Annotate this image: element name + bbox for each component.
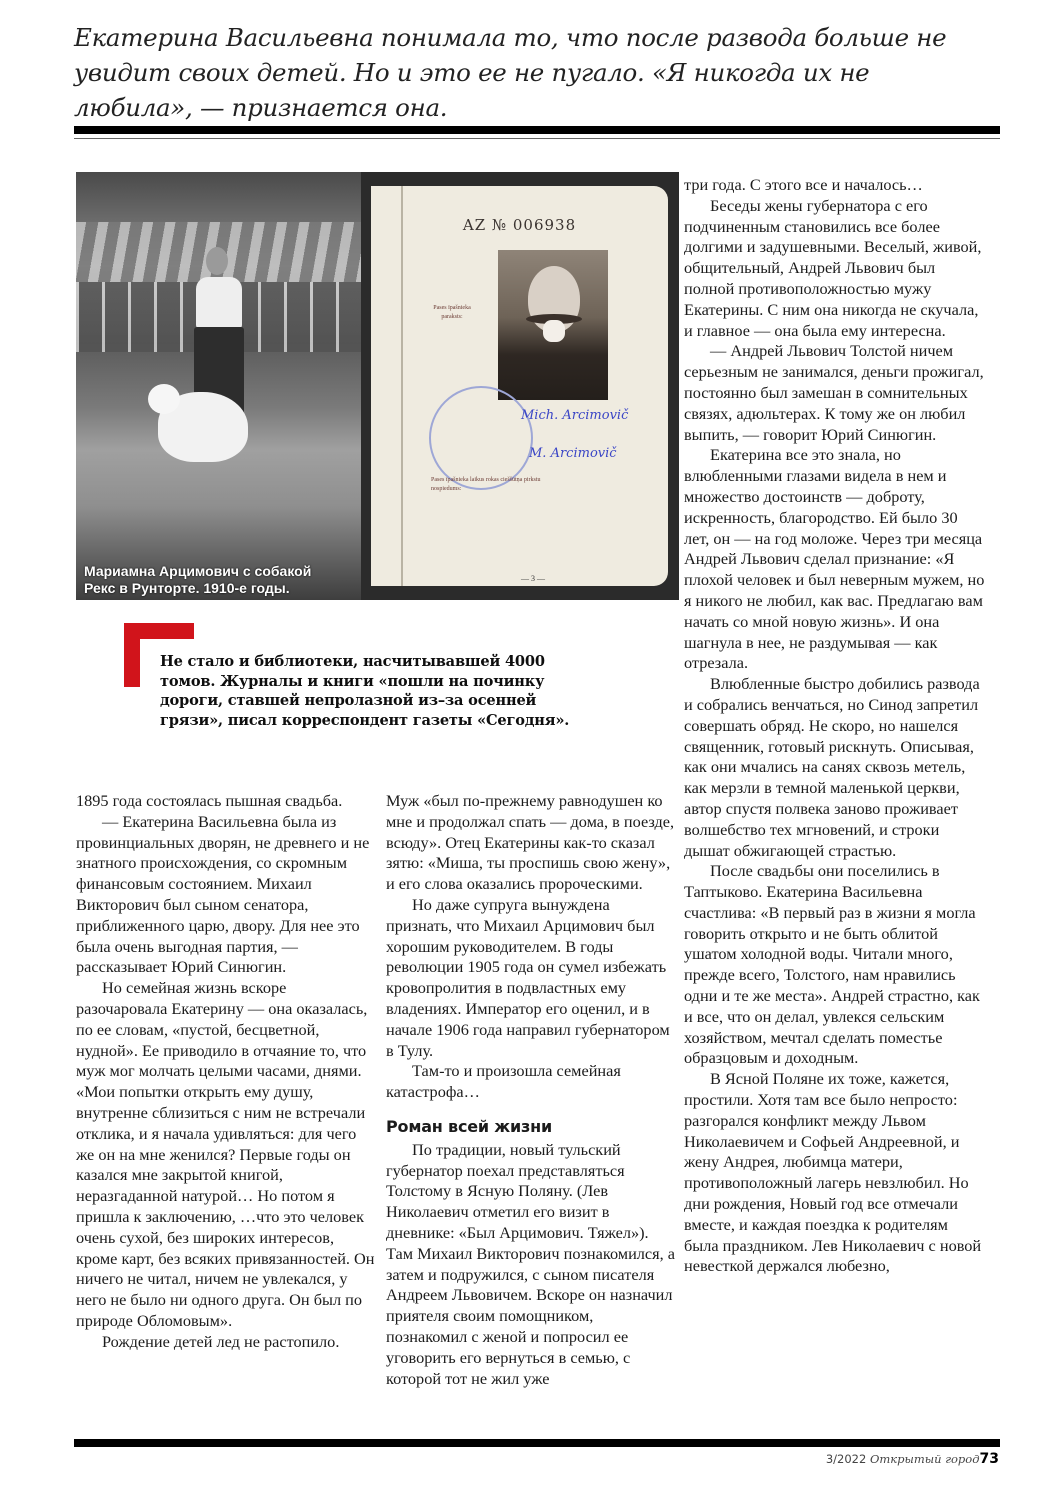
paragraph: Екатерина все это знала, но влюбленными глазами видела в нем и множество достоинств — доброту, искренность, благородство. Ей было 30 лет, он — на год моложе. Через три месяца Андрей Львович сделал признание: «Я плохой человек и был неверным мужем, но я никого не любил, как вас. Предлагаю вам начать со мной новую жизнь». И она шагнула в нее, не раздумывая — как отрезала. bbox=[684, 445, 985, 673]
page-footer bbox=[826, 1451, 999, 1467]
paragraph: три года. С этого все и началось… bbox=[684, 175, 923, 194]
paragraph: После свадьбы они поселились в Таптыково. Екатерина Васильевна счастлива: «В первый раз в жизни я могла говорить открыто и не быть облитой ушатом холодной воды. Читали много, прежде всего, Толстого, нам нравились одни и те же места». Андрей страстно, как и все, что он делал, увлекся сельским хозяйством, мечтал сделать поместье образцовым и доходным. bbox=[684, 861, 980, 1068]
photo-woman-with-dog bbox=[76, 172, 361, 600]
portrait-beard bbox=[543, 320, 565, 342]
paragraph: — Екатерина Васильевна была из провинциальных дворян, не древнего и не знатного происхождения, со скромным финансовым состоянием. Михаил Викторович был сыном сенатора, приближенного царю, двору. Для нее это была очень выгодная партия, — рассказывает Юрий Синюгин. bbox=[76, 811, 370, 977]
pull-quote-marker-top bbox=[124, 623, 194, 639]
dog-figure-head bbox=[148, 384, 180, 414]
paragraph: Там-то и произошла семейная катастрофа… bbox=[386, 1061, 621, 1102]
paragraph: Но семейная жизнь вскоре разочаровала Екатерину — она оказалась, по ее словам, «пустой, бесцветной, нудной». Ее приводило в отчаяние то, что муж мог молчать целыми часами, днями. «Мои попытки открыть ему душу, внутренне сблизиться с ним не встречали отклика, и я начала удивляться: для чего же он на мне женился? Первые годы он казался мне закрытой книгой, неразгаданной натурой… Но потом я пришла к заключению, …что это человек очень сухой, без широких интересов, кроме карт, без всяких привязанностей. Он ничего не читал, ничем не увлекался, у него не было ни одного друга. Он был по природе Обломовым». bbox=[76, 978, 375, 1330]
passport-portrait bbox=[498, 250, 608, 400]
passport-fold bbox=[401, 186, 403, 586]
paragraph: В Ясной Поляне их тоже, кажется, простили. Хотя там все было непросто: разгорался конфликт между Львом Николаевичем и Софьей Андреевной, и жену Андрея, любимца матери, противоположный лагерь невзлюбил. Но дни рождения, Новый год все отмечали вместе, и каждая поездка к родителям была праздником. Лев Николаевич с новой невесткой держался любезно, bbox=[684, 1069, 982, 1276]
paragraph: Но даже супруга вынуждена признать, что Михаил Арцимович был хорошим руководителем. В годы революции 1905 года он сумел избежать кровопролития в подвластных ему владениях. Император его оценил, и в начале 1906 года направил губернатором в Тулу. bbox=[386, 894, 670, 1060]
passport-page bbox=[371, 186, 668, 586]
paragraph: 1895 года состоялась пышная свадьба. bbox=[76, 791, 343, 810]
footer-page-number: 73 bbox=[979, 1451, 999, 1467]
woman-figure-blouse bbox=[196, 277, 242, 329]
photo-spread bbox=[76, 172, 679, 600]
paragraph: По традиции, новый тульский губернатор поехал представляться Толстому в Ясную Поляну. (Лев Николаевич отметил его визит в дневнике: «Был Арцимович. Тяжел»). Там Михаил Викторович познакомился, а затем и подружился, с сыном писателя Андреем Львовичем. Вскоре он назначил приятеля своим помощником, познакомил с женой и попросил ее уговорить его вернуться в семью, с которой тот не жил уже bbox=[386, 1139, 675, 1388]
passport-stamp bbox=[429, 386, 533, 490]
paragraph: Беседы жены губернатора с его подчиненным становились все более долгими и задушевными. Веселый, живой, общительный, Андрей Львович был полной противоположностью мужу Екатерины. С ним она никогда не скучала, и главное — она была ему интересна. bbox=[684, 195, 982, 340]
top-divider-thick bbox=[74, 126, 1000, 134]
paragraph: Влюбленные быстро добились развода и собрались венчаться, но Синод запретил совершать обряд. Не скоро, но нашелся священник, готовый рискнуть. Описывая, как они мчались на санях сквозь метель, как мерзли в темной маленькой церкви, автор спустя полвека заново проживает волшебство тех мгновений, и строки дышат обжигающей страстью. bbox=[684, 674, 980, 860]
paragraph: Рождение детей лед не растопило. bbox=[102, 1331, 340, 1351]
passport-label-signature: Pases īpašnieka paraksts: bbox=[433, 305, 471, 320]
footer-magazine-name: Открытый город bbox=[869, 1452, 980, 1466]
pull-quote: Не стало и библиотеки, насчитывавшей 4000 томов. Журналы и книги «пошли на починку дороги, ставшей непролазной из–за осенней грязи», писал корреспондент газеты «Сегодня». bbox=[160, 653, 570, 729]
passport-signature-2: M. Arcimovič bbox=[529, 446, 617, 461]
footer-issue: 3/2022 bbox=[825, 1452, 867, 1466]
photo-caption-left: Мариамна Арцимович с собакой Рекс в Рунторте. 1910-е годы. bbox=[84, 563, 312, 596]
section-heading: Роман всей жизни bbox=[386, 1116, 552, 1136]
text-column-2 bbox=[386, 791, 678, 1389]
photo-passport bbox=[361, 172, 679, 600]
text-column-3 bbox=[684, 175, 986, 1277]
passport-page-number: — 3 — bbox=[521, 574, 545, 583]
paragraph: — Андрей Львович Толстой ничем серьезным не занимался, деньги прожигал, постоянно был замешан в сомнительных связях, адюльтерах. К тому же он любил выпить, — говорит Юрий Синюгин. bbox=[684, 341, 984, 444]
passport-signature-1: Mich. Arcimovič bbox=[521, 408, 629, 423]
passport-number: AZ № 006938 bbox=[462, 216, 577, 234]
woman-figure-head bbox=[206, 247, 228, 275]
passport-label-fingerprint: Pases īpašnieka laikus rokas cieššūtņa pirkstu nospiedums: bbox=[431, 477, 541, 492]
lead-paragraph: Екатерина Васильевна понимала то, что после развода больше не увидит своих детей. Но и это ее не пугало. «Я никогда их не любила», — признается она. bbox=[74, 23, 947, 122]
bottom-divider bbox=[74, 1439, 1000, 1447]
text-column-1 bbox=[76, 791, 376, 1353]
paragraph: Муж «был по-прежнему равнодушен ко мне и продолжал спать — дома, в поезде, всюду». Отец Екатерины как-то сказал зятю: «Миша, ты проспишь свою жену», и его слова оказались пророческими. bbox=[386, 791, 675, 894]
top-divider-thin bbox=[74, 138, 1000, 139]
